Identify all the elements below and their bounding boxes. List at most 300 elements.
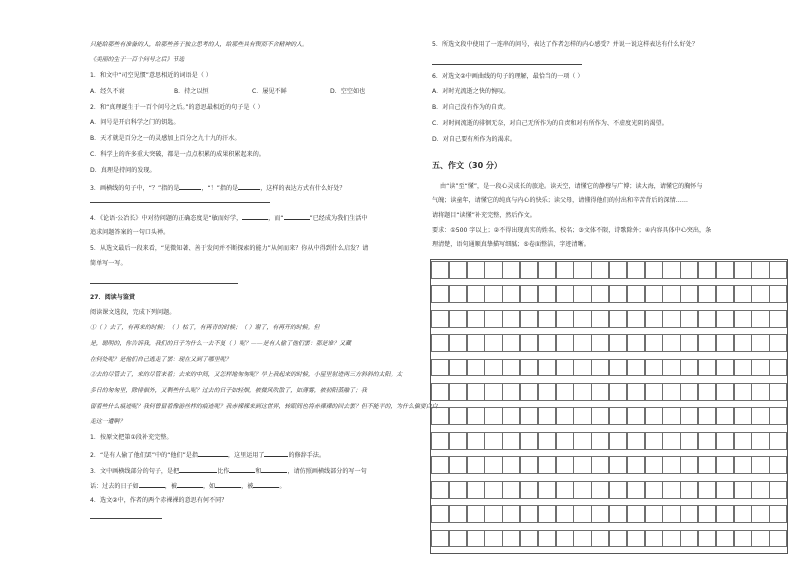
grid-cell[interactable] [662,530,680,548]
grid-cell[interactable] [627,310,645,328]
grid-cell[interactable] [502,407,520,425]
grid-cell[interactable] [769,407,787,425]
reading-instruction: 阅读课文选段，完成下列问题。 [90,309,176,316]
grid-cell[interactable] [556,432,574,450]
grid-cell[interactable] [502,456,520,474]
grid-cell[interactable] [484,383,502,401]
grid-cell[interactable] [680,310,698,328]
grid-cell[interactable] [645,285,663,303]
answer-blank[interactable] [242,213,268,220]
grid-cell[interactable] [538,334,556,352]
sub-question-3: 3．文中画横线部分的句子，是把 比作 和 ，请仿照画横线部分的写一句 [90,468,367,475]
grid-cell[interactable] [556,261,574,279]
q6-option-c: C．对时间流逝的徘徊无奈，对自己无所作为的自责和对有所作为、不虚度光阴的渴望。 [432,120,668,127]
grid-cell[interactable] [449,432,467,450]
grid-cell[interactable] [751,432,769,450]
grid-cell[interactable] [769,261,787,279]
grid-cell[interactable] [556,359,574,377]
grid-cell[interactable] [573,456,591,474]
grid-cell[interactable] [573,359,591,377]
q6-option-a: A．对时光流逝之快的惋叹。 [432,88,510,95]
grid-cell[interactable] [662,310,680,328]
grid-cell[interactable] [769,285,787,303]
grid-cell[interactable] [716,310,734,328]
grid-cell[interactable] [538,456,556,474]
grid-cell[interactable] [662,285,680,303]
grid-cell[interactable] [467,285,485,303]
grid-cell[interactable] [591,383,609,401]
grid-cell[interactable] [662,261,680,279]
question-5-right: 5．所选文段中使用了一连串的问号，表达了作者怎样的内心感受？并说一说这样表达有什么好处？ [432,41,698,48]
question-4-cont: 追求问题答案的一句口头禅。 [90,229,170,236]
grid-cell[interactable] [467,456,485,474]
grid-cell[interactable] [627,359,645,377]
grid-cell[interactable] [645,481,663,499]
answer-blank[interactable] [179,466,217,473]
q6-option-b: B．对自己没有作为的自责。 [432,104,510,111]
answer-blank[interactable] [177,481,203,488]
grid-cell[interactable] [769,505,787,523]
question-4: 4．《论语·公冶长》中对待问题的正确态度是“敏而好学， ，而“ ”已经成为我们生活中 [90,215,368,222]
grid-cell[interactable] [431,334,449,352]
grid-cell[interactable] [609,505,627,523]
grid-cell[interactable] [484,505,502,523]
grid-cell[interactable] [751,261,769,279]
q1-option-c: C．屡见不鲜 [252,88,287,95]
grid-cell[interactable] [431,530,449,548]
grid-cell[interactable] [698,285,716,303]
grid-cell[interactable] [467,530,485,548]
answer-blank[interactable] [284,213,310,220]
passage-1-line: ①（ ）去了，有再来的时候；（ ）枯了，有再青的时候；（ ）谢了，有再开的时候。但 [90,325,320,331]
grid-cell[interactable] [520,505,538,523]
grid-cell[interactable] [467,432,485,450]
grid-cell[interactable] [609,530,627,548]
grid-cell[interactable] [680,432,698,450]
composition-line: 请将题目“读懂”补充完整，然后作文。 [432,212,536,219]
grid-cell[interactable] [716,383,734,401]
grid-cell[interactable] [591,481,609,499]
grid-cell[interactable] [716,359,734,377]
grid-cell[interactable] [751,359,769,377]
grid-cell[interactable] [734,530,752,548]
grid-cell[interactable] [680,334,698,352]
grid-cell[interactable] [751,505,769,523]
grid-cell[interactable] [520,310,538,328]
grid-cell[interactable] [484,261,502,279]
grid-cell[interactable] [680,456,698,474]
grid-cell[interactable] [484,359,502,377]
grid-cell[interactable] [431,505,449,523]
grid-cell[interactable] [645,383,663,401]
grid-cell[interactable] [609,456,627,474]
grid-cell[interactable] [609,285,627,303]
grid-cell[interactable] [769,383,787,401]
grid-cell[interactable] [680,530,698,548]
grid-cell[interactable] [698,481,716,499]
grid-cell[interactable] [467,407,485,425]
grid-cell[interactable] [698,359,716,377]
q2-option-d: D．真理是持问的发现。 [90,167,156,174]
q1-option-b: B．持之以恒 [174,88,209,95]
grid-cell[interactable] [449,285,467,303]
grid-cell[interactable] [609,432,627,450]
grid-cell[interactable] [734,456,752,474]
grid-cell[interactable] [573,383,591,401]
grid-cell[interactable] [502,359,520,377]
grid-cell[interactable] [662,456,680,474]
grid-cell[interactable] [449,310,467,328]
source-title: 《美丽的生于一百个问号之后》节选 [90,57,185,63]
grid-cell[interactable] [573,310,591,328]
grid-cell[interactable] [769,334,787,352]
grid-cell[interactable] [734,261,752,279]
grid-cell[interactable] [502,432,520,450]
grid-cell[interactable] [538,359,556,377]
grid-cell[interactable] [751,456,769,474]
grid-cell[interactable] [573,432,591,450]
grid-cell[interactable] [538,383,556,401]
grid-cell[interactable] [698,383,716,401]
grid-cell[interactable] [502,261,520,279]
grid-cell[interactable] [484,407,502,425]
grid-cell[interactable] [449,505,467,523]
grid-cell[interactable] [609,334,627,352]
grid-cell[interactable] [698,334,716,352]
grid-cell[interactable] [662,481,680,499]
answer-blank[interactable] [198,450,228,457]
grid-cell[interactable] [627,407,645,425]
grid-cell[interactable] [751,407,769,425]
grid-cell[interactable] [769,359,787,377]
grid-cell[interactable] [556,407,574,425]
grid-cell[interactable] [538,481,556,499]
composition-line: 气魄；读童年，请懂它的纯真与内心的快乐；读父母，请懂得他们的付出和辛苦背后的深情…… [432,197,688,204]
grid-cell[interactable] [734,432,752,450]
grid-cell[interactable] [467,481,485,499]
grid-cell[interactable] [645,407,663,425]
grid-cell[interactable] [431,383,449,401]
answer-line[interactable] [90,518,162,519]
answer-blank[interactable] [264,450,288,457]
grid-cell[interactable] [431,285,449,303]
grid-cell[interactable] [698,261,716,279]
grid-cell[interactable] [716,432,734,450]
grid-cell[interactable] [698,310,716,328]
grid-cell[interactable] [431,432,449,450]
grid-cell[interactable] [573,285,591,303]
grid-cell[interactable] [467,359,485,377]
grid-cell[interactable] [662,505,680,523]
grid-cell[interactable] [520,359,538,377]
section-5-title: 五、作文（30 分） [432,161,502,170]
grid-cell[interactable] [431,481,449,499]
grid-cell[interactable] [556,505,574,523]
grid-cell[interactable] [734,334,752,352]
grid-cell[interactable] [662,383,680,401]
grid-cell[interactable] [449,359,467,377]
grid-cell[interactable] [680,481,698,499]
question-5-cont: 简单写一写。 [90,260,127,267]
grid-cell[interactable] [502,334,520,352]
grid-cell[interactable] [520,334,538,352]
grid-cell[interactable] [502,481,520,499]
grid-cell[interactable] [556,530,574,548]
grid-cell[interactable] [573,505,591,523]
writing-grid[interactable] [430,259,788,554]
grid-cell[interactable] [502,310,520,328]
grid-cell[interactable] [520,432,538,450]
grid-cell[interactable] [449,383,467,401]
passage-2-line: 多日的匆匆里，除徘徊外，又剩些什么呢？过去的日子如轻烟，被微风吹散了，如薄雾，被初阳蒸融了；我 [90,388,367,394]
grid-cell[interactable] [591,310,609,328]
grid-cell[interactable] [645,456,663,474]
grid-cell[interactable] [538,432,556,450]
grid-cell[interactable] [662,359,680,377]
composition-line: 理清楚，语句通顺真挚描写细腻；⑤卷面整洁，字迹清晰。 [432,241,590,248]
grid-cell[interactable] [645,359,663,377]
grid-cell[interactable] [502,285,520,303]
passage-2-line: 走这一遭啊？ [90,419,126,425]
grid-cell[interactable] [627,383,645,401]
grid-cell[interactable] [431,456,449,474]
grid-cell[interactable] [484,530,502,548]
sub-question-2: 2．“是有人偷了他们罢”中的“他们”是指 ，这里运用了 的修辞手法。 [90,452,326,459]
grid-cell[interactable] [520,407,538,425]
grid-cell[interactable] [556,334,574,352]
grid-cell[interactable] [751,285,769,303]
grid-cell[interactable] [734,310,752,328]
grid-cell[interactable] [716,456,734,474]
grid-cell[interactable] [680,359,698,377]
sub-question-1: 1．按原文把第①段补充完整。 [90,434,173,441]
grid-cell[interactable] [502,505,520,523]
grid-cell[interactable] [698,505,716,523]
question-5: 5．从选文最后一段来看，“见微知著、善于发问并不断探索的能力”从何而来？你从中得到什么启发？请 [90,245,369,252]
grid-cell[interactable] [520,530,538,548]
grid-cell[interactable] [645,432,663,450]
grid-cell[interactable] [645,261,663,279]
sub-question-4: 4．选文②中，作者的两个赤裸裸的意思有何不同？ [90,497,228,504]
answer-blank[interactable] [261,466,287,473]
q2-option-c: C．科学上的许多重大突破，都是一点点积累的成果积累起来的。 [90,151,265,158]
grid-cell[interactable] [573,481,591,499]
grid-cell[interactable] [609,261,627,279]
grid-cell[interactable] [680,285,698,303]
passage-2-line: 留着些什么痕迹呢？我何曾留着像游丝样的痕迹呢？我赤裸裸来到这世界，转眼间也将赤裸裸的回去罢？但不能平的，为什么偏要白白 [90,404,438,410]
q2-option-b: B．天才就是百分之一的灵感加上百分之九十九的汗水。 [90,135,241,142]
grid-cell[interactable] [467,383,485,401]
answer-blank[interactable] [215,481,241,488]
grid-cell[interactable] [627,530,645,548]
grid-cell[interactable] [520,456,538,474]
grid-cell[interactable] [484,432,502,450]
composition-line: 由“读”至“懂”，是一段心灵成长的旅途。读天空，请懂它的静穆与广博；读大海，请懂它的胸怀与 [440,183,703,190]
grid-cell[interactable] [538,530,556,548]
answer-line[interactable] [90,202,270,203]
grid-cell[interactable] [467,334,485,352]
intro-text: 只能给那些有准备的人，给那些善于独立思考的人，给那些具有锲而不舍精神的人。 [90,42,308,48]
grid-cell[interactable] [431,310,449,328]
passage-2-line: ②去的尽管去了，来的尽管来着；去来的中间，又怎样地匆匆呢？早上我起来的时候，小屋里射进两三方斜斜的太阳。太 [90,372,403,378]
answer-line[interactable] [90,283,238,284]
grid-cell[interactable] [591,432,609,450]
grid-cell[interactable] [609,383,627,401]
grid-cell[interactable] [573,261,591,279]
answer-blank[interactable] [253,481,279,488]
grid-cell[interactable] [484,481,502,499]
grid-cell[interactable] [591,334,609,352]
grid-cell[interactable] [734,383,752,401]
grid-cell[interactable] [484,334,502,352]
grid-cell[interactable] [573,530,591,548]
grid-cell[interactable] [716,530,734,548]
grid-cell[interactable] [716,285,734,303]
grid-cell[interactable] [591,407,609,425]
grid-cell[interactable] [627,261,645,279]
answer-blank[interactable] [229,466,255,473]
grid-cell[interactable] [645,334,663,352]
grid-cell[interactable] [751,310,769,328]
grid-cell[interactable] [751,530,769,548]
q2-option-a: A．问号是开启科学之门的钥匙。 [90,119,180,126]
grid-cell[interactable] [751,481,769,499]
grid-cell[interactable] [645,530,663,548]
grid-cell[interactable] [627,456,645,474]
answer-blank[interactable] [139,481,165,488]
question-6: 6．对选文②中画曲线的句子的理解，最恰当的一项（ ） [432,73,584,80]
grid-cell[interactable] [449,530,467,548]
grid-cell[interactable] [502,530,520,548]
grid-cell[interactable] [591,456,609,474]
grid-cell[interactable] [591,505,609,523]
section-27-title: 27．阅读与鉴赏 [90,294,136,301]
grid-cell[interactable] [751,383,769,401]
grid-cell[interactable] [662,407,680,425]
grid-cell[interactable] [449,407,467,425]
grid-cell[interactable] [609,407,627,425]
grid-cell[interactable] [591,285,609,303]
grid-cell[interactable] [449,456,467,474]
grid-cell[interactable] [680,261,698,279]
grid-cell[interactable] [627,334,645,352]
grid-cell[interactable] [734,481,752,499]
grid-cell[interactable] [556,383,574,401]
grid-cell[interactable] [627,285,645,303]
passage-1-line: 是，聪明的，你告诉我，我们的日子为什么一去不复（ ）呢？——是有人偷了他们罢：那是谁？又藏 [90,341,352,347]
grid-cell[interactable] [449,481,467,499]
grid-cell[interactable] [520,481,538,499]
answer-blank[interactable] [179,183,201,190]
grid-cell[interactable] [573,334,591,352]
grid-cell[interactable] [431,359,449,377]
grid-cell[interactable] [645,310,663,328]
grid-cell[interactable] [538,505,556,523]
grid-cell[interactable] [662,432,680,450]
grid-cell[interactable] [573,407,591,425]
q1-option-d: D．空空如也 [330,88,366,95]
grid-cell[interactable] [538,261,556,279]
grid-cell[interactable] [449,261,467,279]
grid-cell[interactable] [662,334,680,352]
grid-cell[interactable] [556,481,574,499]
grid-cell[interactable] [769,310,787,328]
grid-cell[interactable] [734,285,752,303]
grid-cell[interactable] [467,261,485,279]
grid-cell[interactable] [449,334,467,352]
grid-cell[interactable] [627,432,645,450]
grid-cell[interactable] [698,432,716,450]
q6-option-d: D．对自己要有所作为的渴求。 [432,136,516,143]
grid-cell[interactable] [769,481,787,499]
grid-cell[interactable] [680,407,698,425]
grid-cell[interactable] [484,456,502,474]
grid-cell[interactable] [698,530,716,548]
grid-cell[interactable] [609,310,627,328]
grid-cell[interactable] [609,481,627,499]
question-2: 2．和“真理诞生于一百个问号之后。”的意思最相近的句子是（ ） [90,104,264,111]
grid-cell[interactable] [716,261,734,279]
grid-cell[interactable] [538,407,556,425]
answer-line[interactable] [432,64,582,65]
grid-cell[interactable] [734,505,752,523]
grid-cell[interactable] [431,261,449,279]
question-3: 3．画横线的句子中，“？”指的是 ，“！”指的是 ，这样的表达方式有什么好处？ [90,185,346,192]
grid-cell[interactable] [591,261,609,279]
answer-blank[interactable] [238,183,260,190]
grid-cell[interactable] [716,505,734,523]
composition-line: 要求：①500 字以上；②不得出现真实的姓名、校名；③文体不限，诗歌除外；④内容具体中心突出，条 [432,227,712,234]
grid-cell[interactable] [431,407,449,425]
grid-cell[interactable] [520,285,538,303]
grid-cell[interactable] [484,310,502,328]
grid-cell[interactable] [467,310,485,328]
q1-option-a: A．经久不衰 [90,88,125,95]
grid-cell[interactable] [680,505,698,523]
grid-cell[interactable] [716,481,734,499]
grid-cell[interactable] [751,334,769,352]
sub-question-3-cont: 话：过去的日子如 ，被 ，如 ，被 。 [90,483,286,490]
grid-cell[interactable] [698,407,716,425]
grid-cell[interactable] [538,310,556,328]
passage-1-line: 在何处呢？是他们自己逃走了罢：现在又到了哪里呢？ [90,357,232,363]
grid-cell[interactable] [716,334,734,352]
grid-cell[interactable] [734,359,752,377]
grid-cell[interactable] [538,285,556,303]
grid-cell[interactable] [467,505,485,523]
grid-cell[interactable] [769,530,787,548]
grid-cell[interactable] [609,359,627,377]
grid-cell[interactable] [556,310,574,328]
grid-cell[interactable] [769,432,787,450]
grid-cell[interactable] [502,383,520,401]
grid-cell[interactable] [698,456,716,474]
grid-cell[interactable] [484,285,502,303]
grid-cell[interactable] [591,530,609,548]
grid-cell[interactable] [645,505,663,523]
grid-cell[interactable] [556,285,574,303]
grid-cell[interactable] [716,407,734,425]
grid-cell[interactable] [556,456,574,474]
grid-cell[interactable] [734,407,752,425]
grid-cell[interactable] [627,505,645,523]
grid-cell[interactable] [680,383,698,401]
grid-cell[interactable] [627,481,645,499]
grid-cell[interactable] [520,383,538,401]
grid-cell[interactable] [591,359,609,377]
grid-cell[interactable] [769,456,787,474]
grid-cell[interactable] [520,261,538,279]
